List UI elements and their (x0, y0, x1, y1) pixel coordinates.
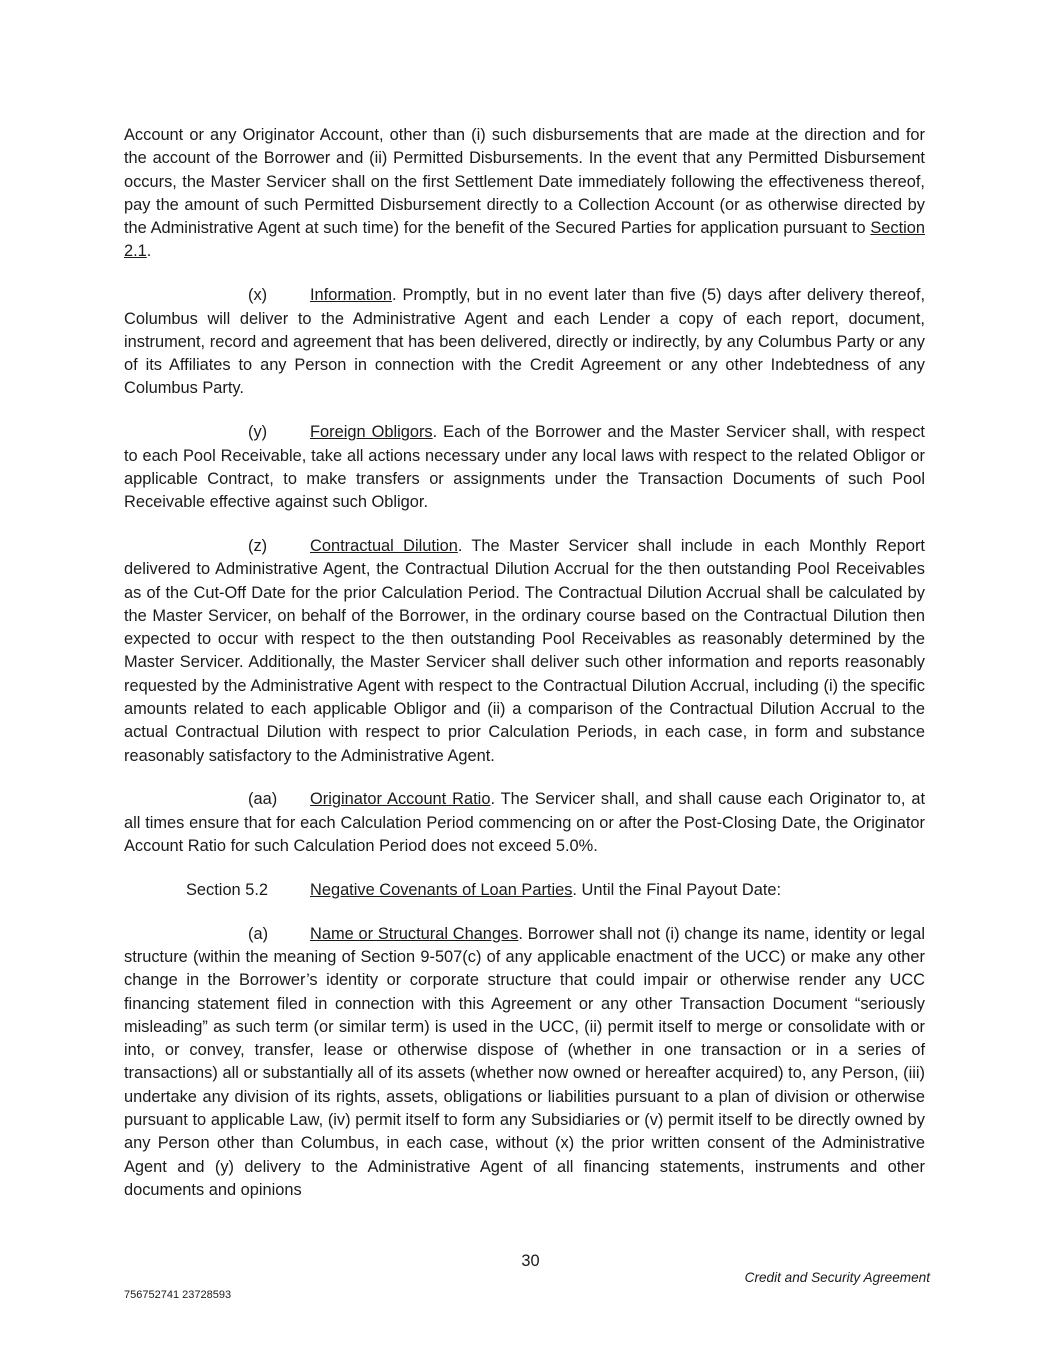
paragraph-text: . (146, 242, 152, 261)
clause-text: . Each of the Borrower and the Master Servicer shall, with respect to each Pool Receivable, take all actions necessary under any local laws with respect to the related Obligor or applicable Contract, to make transfers or assignments under the Transaction Documents of such Pool Receivable effective against such Obligor. (124, 423, 925, 512)
section-title: Negative Covenants of Loan Parties (310, 880, 573, 899)
paragraph-intro (124, 124, 925, 264)
clause-text: . The Master Servicer shall include in each Monthly Report delivered to Administrative Agent, the Contractual Dilution Accrual for the then outstanding Pool Receivables as of the Cut-Off Date for the prior Calculation Period. The Contractual Dilution Accrual shall be calculated by the Master Servicer, on behalf of the Borrower, in the ordinary course based on the Contractual Dilution then expected to occur with respect to the then outstanding Pool Receivables as reasonably determined by the Master Servicer. Additionally, the Master Servicer shall deliver such other information and reports reasonably requested by the Administrative Agent with respect to the Contractual Dilution Accrual, including (i) the specific amounts related to each applicable Obligor and (ii) a comparison of the Contractual Dilution Accrual to the actual Contractual Dilution with respect to prior Calculation Periods, in each case, in form and substance reasonably satisfactory to the Administrative Agent. (124, 536, 925, 765)
footer-document-id: 756752741 23728593 (124, 1289, 232, 1301)
clause-heading: Name or Structural Changes (310, 924, 519, 943)
clause-number: (z) (248, 536, 268, 555)
clause-text: . Promptly, but in no event later than five (5) days after delivery thereof, Columbus will deliver to the Administrative Agent and each Lender a copy of each report, document, instrument, record and agreement that has been delivered, directly or indirectly, by any Columbus Party or any of its Affiliates to any Person in connection with the Credit Agreement or any other Indebtedness of any Columbus Party. (124, 286, 925, 398)
page-number: 30 (521, 1252, 540, 1270)
clause-number: (y) (248, 423, 268, 442)
clause-text: . The Servicer shall, and shall cause each Originator to, at all times ensure that for each Calculation Period commencing on or after the Post-Closing Date, the Originator Account Ratio for such Calculation Period does not exceed 5.0%. (124, 790, 925, 856)
paragraph-x (124, 284, 925, 400)
clause-heading: Information (310, 286, 392, 305)
section-reference: Section 2.1 (124, 219, 925, 261)
document-body (124, 124, 925, 1202)
paragraph-y (124, 421, 925, 514)
section-5-2-heading (124, 879, 925, 902)
clause-number: (aa) (248, 790, 278, 809)
clause-heading: Foreign Obligors (310, 423, 433, 442)
section-text: . Until the Final Payout Date: (572, 880, 782, 899)
paragraph-z (124, 535, 925, 768)
paragraph-a (124, 923, 925, 1203)
paragraph-aa (124, 788, 925, 858)
clause-heading: Contractual Dilution (310, 536, 458, 555)
clause-heading: Originator Account Ratio (310, 790, 491, 809)
section-number: Section 5.2 (186, 880, 269, 899)
paragraph-text: Account or any Originator Account, other than (i) such disbursements that are made at the direction and for the account of the Borrower and (ii) Permitted Disbursements. In the event that any Permitted Disbursement occurs, the Master Servicer shall on the first Settlement Date immediately following the effectiveness thereof, pay the amount of such Permitted Disbursement directly to a Collection Account (or as otherwise directed by the Administrative Agent at such time) for the benefit of the Secured Parties for application pursuant to (124, 126, 925, 238)
clause-text: . Borrower shall not (i) change its name, identity or legal structure (within the meaning of Section 9-507(c) of any applicable enactment of the UCC) or make any other change in the Borrower’s identity or corporate structure that could impair or otherwise render any UCC financing statement filed in connection with this Agreement or any other Transaction Document “seriously misleading” as such term (or similar term) is used in the UCC, (ii) permit itself to merge or consolidate with or into, or convey, transfer, lease or otherwise dispose of (whether in one transaction or in a series of transactions) all or substantially all of its assets (whether now owned or hereafter acquired) to, any Person, (iii) undertake any division of its rights, assets, obligations or liabilities pursuant to a plan of division or otherwise pursuant to applicable Law, (iv) permit itself to form any Subsidiaries or (v) permit itself to be directly owned by any Person other than Columbus, in each case, without (x) the prior written consent of the Administrative Agent and (y) delivery to the Administrative Agent of all financing statements, instruments and other documents and opinions (124, 924, 925, 1199)
footer-document-title: Credit and Security Agreement (744, 1270, 930, 1285)
clause-number: (x) (248, 286, 268, 305)
clause-number: (a) (248, 924, 269, 943)
